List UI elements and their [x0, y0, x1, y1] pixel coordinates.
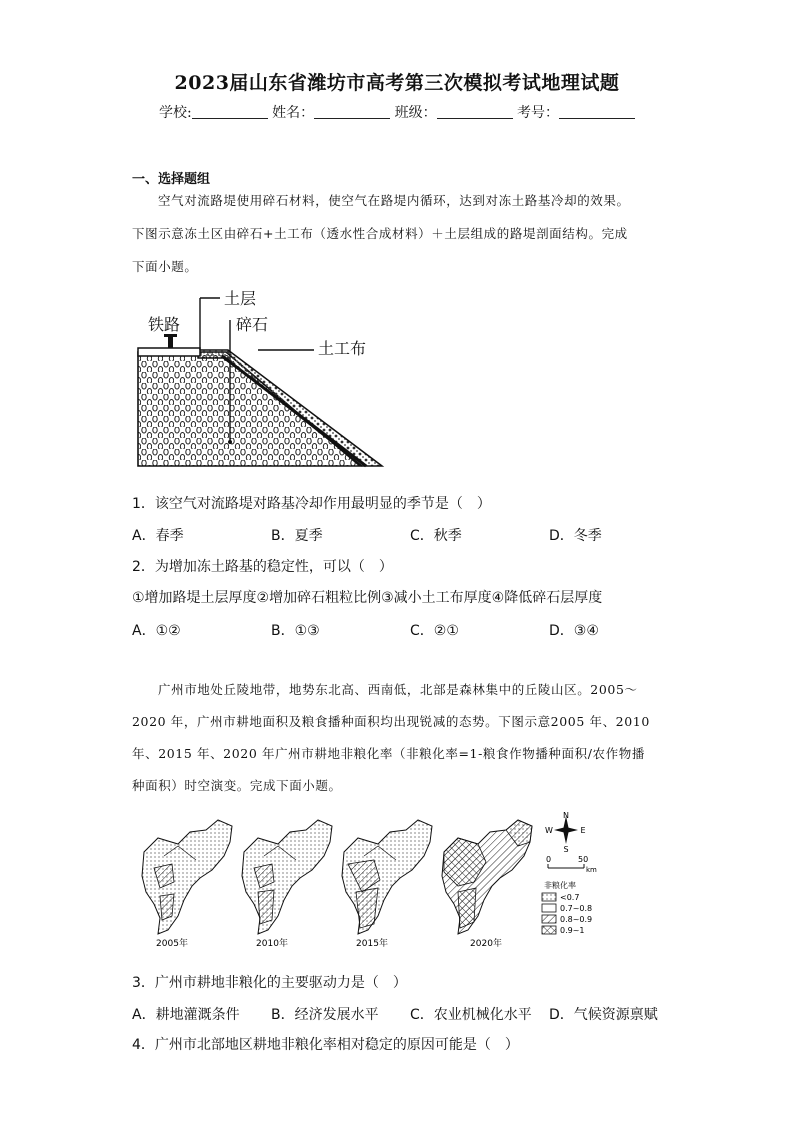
- question-2-stem: 2．为增加冻土路基的稳定性，可以（ ）: [132, 559, 393, 575]
- passage1-line2: 下图示意冻土区由碎石+土工布（透水性合成材料）＋土层组成的路堤剖面结构。完成: [132, 226, 628, 241]
- section-title: 一、选择题组: [132, 172, 211, 187]
- soil-layer: [138, 348, 200, 356]
- q1-option-a[interactable]: A．春季: [132, 528, 184, 544]
- legend-swatch-1: [542, 893, 556, 901]
- map-2010: [242, 820, 332, 934]
- compass-e: E: [580, 826, 586, 835]
- q3-option-a[interactable]: A．耕地灌溉条件: [132, 1007, 240, 1023]
- scale-zero: 0: [546, 855, 552, 864]
- q2-option-a[interactable]: A．①②: [132, 623, 181, 639]
- legend-item-3: 0.8~0.9: [560, 915, 593, 924]
- compass-s: S: [563, 845, 569, 854]
- passage1-line3: 下面小题。: [132, 259, 198, 274]
- q3-option-b[interactable]: B．经济发展水平: [271, 1007, 379, 1023]
- geotextile-label: 土工布: [318, 339, 367, 358]
- q3-option-d[interactable]: D．气候资源禀赋: [549, 1007, 658, 1023]
- legend-item-1: <0.7: [560, 893, 580, 902]
- scale-unit: km: [586, 866, 597, 874]
- legend-item-2: 0.7~0.8: [560, 904, 593, 913]
- class-label: 班级：: [394, 105, 437, 121]
- q2-option-b[interactable]: B．①③: [271, 623, 320, 639]
- map-label-2020: 2020年: [470, 939, 502, 949]
- rail-icon: [168, 336, 173, 348]
- soil-label: 土层: [224, 289, 257, 308]
- school-blank[interactable]: [192, 104, 268, 119]
- school-label: 学校:: [158, 105, 192, 121]
- passage2-line1: 广州市地处丘陵地带，地势东北高、西南低，北部是森林集中的丘陵山区。2005～: [158, 682, 638, 697]
- map-2020: [442, 820, 532, 934]
- scale-bar: [546, 855, 597, 874]
- name-label: 姓名：: [272, 105, 315, 121]
- name-blank[interactable]: [314, 104, 390, 119]
- map-label-2005: 2005年: [156, 939, 188, 949]
- passage2-line4: 种面积）时空演变。完成下面小题。: [132, 778, 342, 793]
- map-label-2015: 2015年: [356, 939, 388, 949]
- map-label-2010: 2010年: [256, 939, 288, 949]
- legend-swatch-3: [542, 915, 556, 923]
- guangzhou-maps-figure: [130, 810, 610, 956]
- gravel-label: 碎石: [236, 315, 269, 334]
- q2-option-d[interactable]: D．③④: [549, 623, 599, 639]
- passage2-line2: 2020 年，广州市耕地面积及粮食播种面积均出现锐减的态势。下图示意2005 年、2010: [132, 714, 650, 729]
- q1-option-d[interactable]: D．冬季: [549, 528, 602, 544]
- legend-title: 非粮化率: [544, 881, 576, 890]
- legend-item-4: 0.9~1: [560, 926, 585, 935]
- class-blank[interactable]: [437, 104, 513, 119]
- passage2-line3: 年、2015 年、2020 年广州市耕地非粮化率（非粮化率=1-粮食作物播种面积/农作物播: [132, 746, 645, 761]
- compass-w: W: [545, 826, 553, 835]
- scale-max: 50: [578, 855, 589, 864]
- map-2015: [342, 820, 432, 934]
- compass-icon: [545, 811, 585, 854]
- legend: [542, 880, 592, 935]
- map-2005: [142, 820, 232, 934]
- question-1-stem: 1．该空气对流路堤对路基冷却作用最明显的季节是（ ）: [132, 496, 491, 512]
- page-title: 2023届山东省潍坊市高考第三次模拟考试地理试题: [174, 72, 620, 94]
- q2-option-c[interactable]: C．②①: [410, 623, 459, 639]
- q1-option-b[interactable]: B．夏季: [271, 528, 323, 544]
- passage1-line1: 空气对流路堤使用碎石材料，使空气在路堤内循环，达到对冻土路基冷却的效果。: [158, 193, 630, 208]
- railway-label: 铁路: [148, 315, 181, 334]
- legend-swatch-2: [542, 904, 556, 912]
- legend-swatch-4: [542, 926, 556, 934]
- embankment-diagram: [130, 284, 390, 474]
- q3-option-c[interactable]: C．农业机械化水平: [410, 1007, 532, 1023]
- q1-option-c[interactable]: C．秋季: [410, 528, 462, 544]
- question-3-stem: 3．广州市耕地非粮化的主要驱动力是（ ）: [132, 975, 407, 991]
- exam-no-label: 考号：: [517, 105, 560, 121]
- question-4-stem: 4．广州市北部地区耕地非粮化率相对稳定的原因可能是（ ）: [132, 1037, 519, 1053]
- compass-n: N: [563, 811, 569, 820]
- student-info-fields: [0, 102, 794, 122]
- question-2-statements: ①增加路堤土层厚度②增加碎石粗粒比例③减小土工布厚度④降低碎石层厚度: [132, 590, 603, 606]
- exam-no-blank[interactable]: [559, 104, 635, 119]
